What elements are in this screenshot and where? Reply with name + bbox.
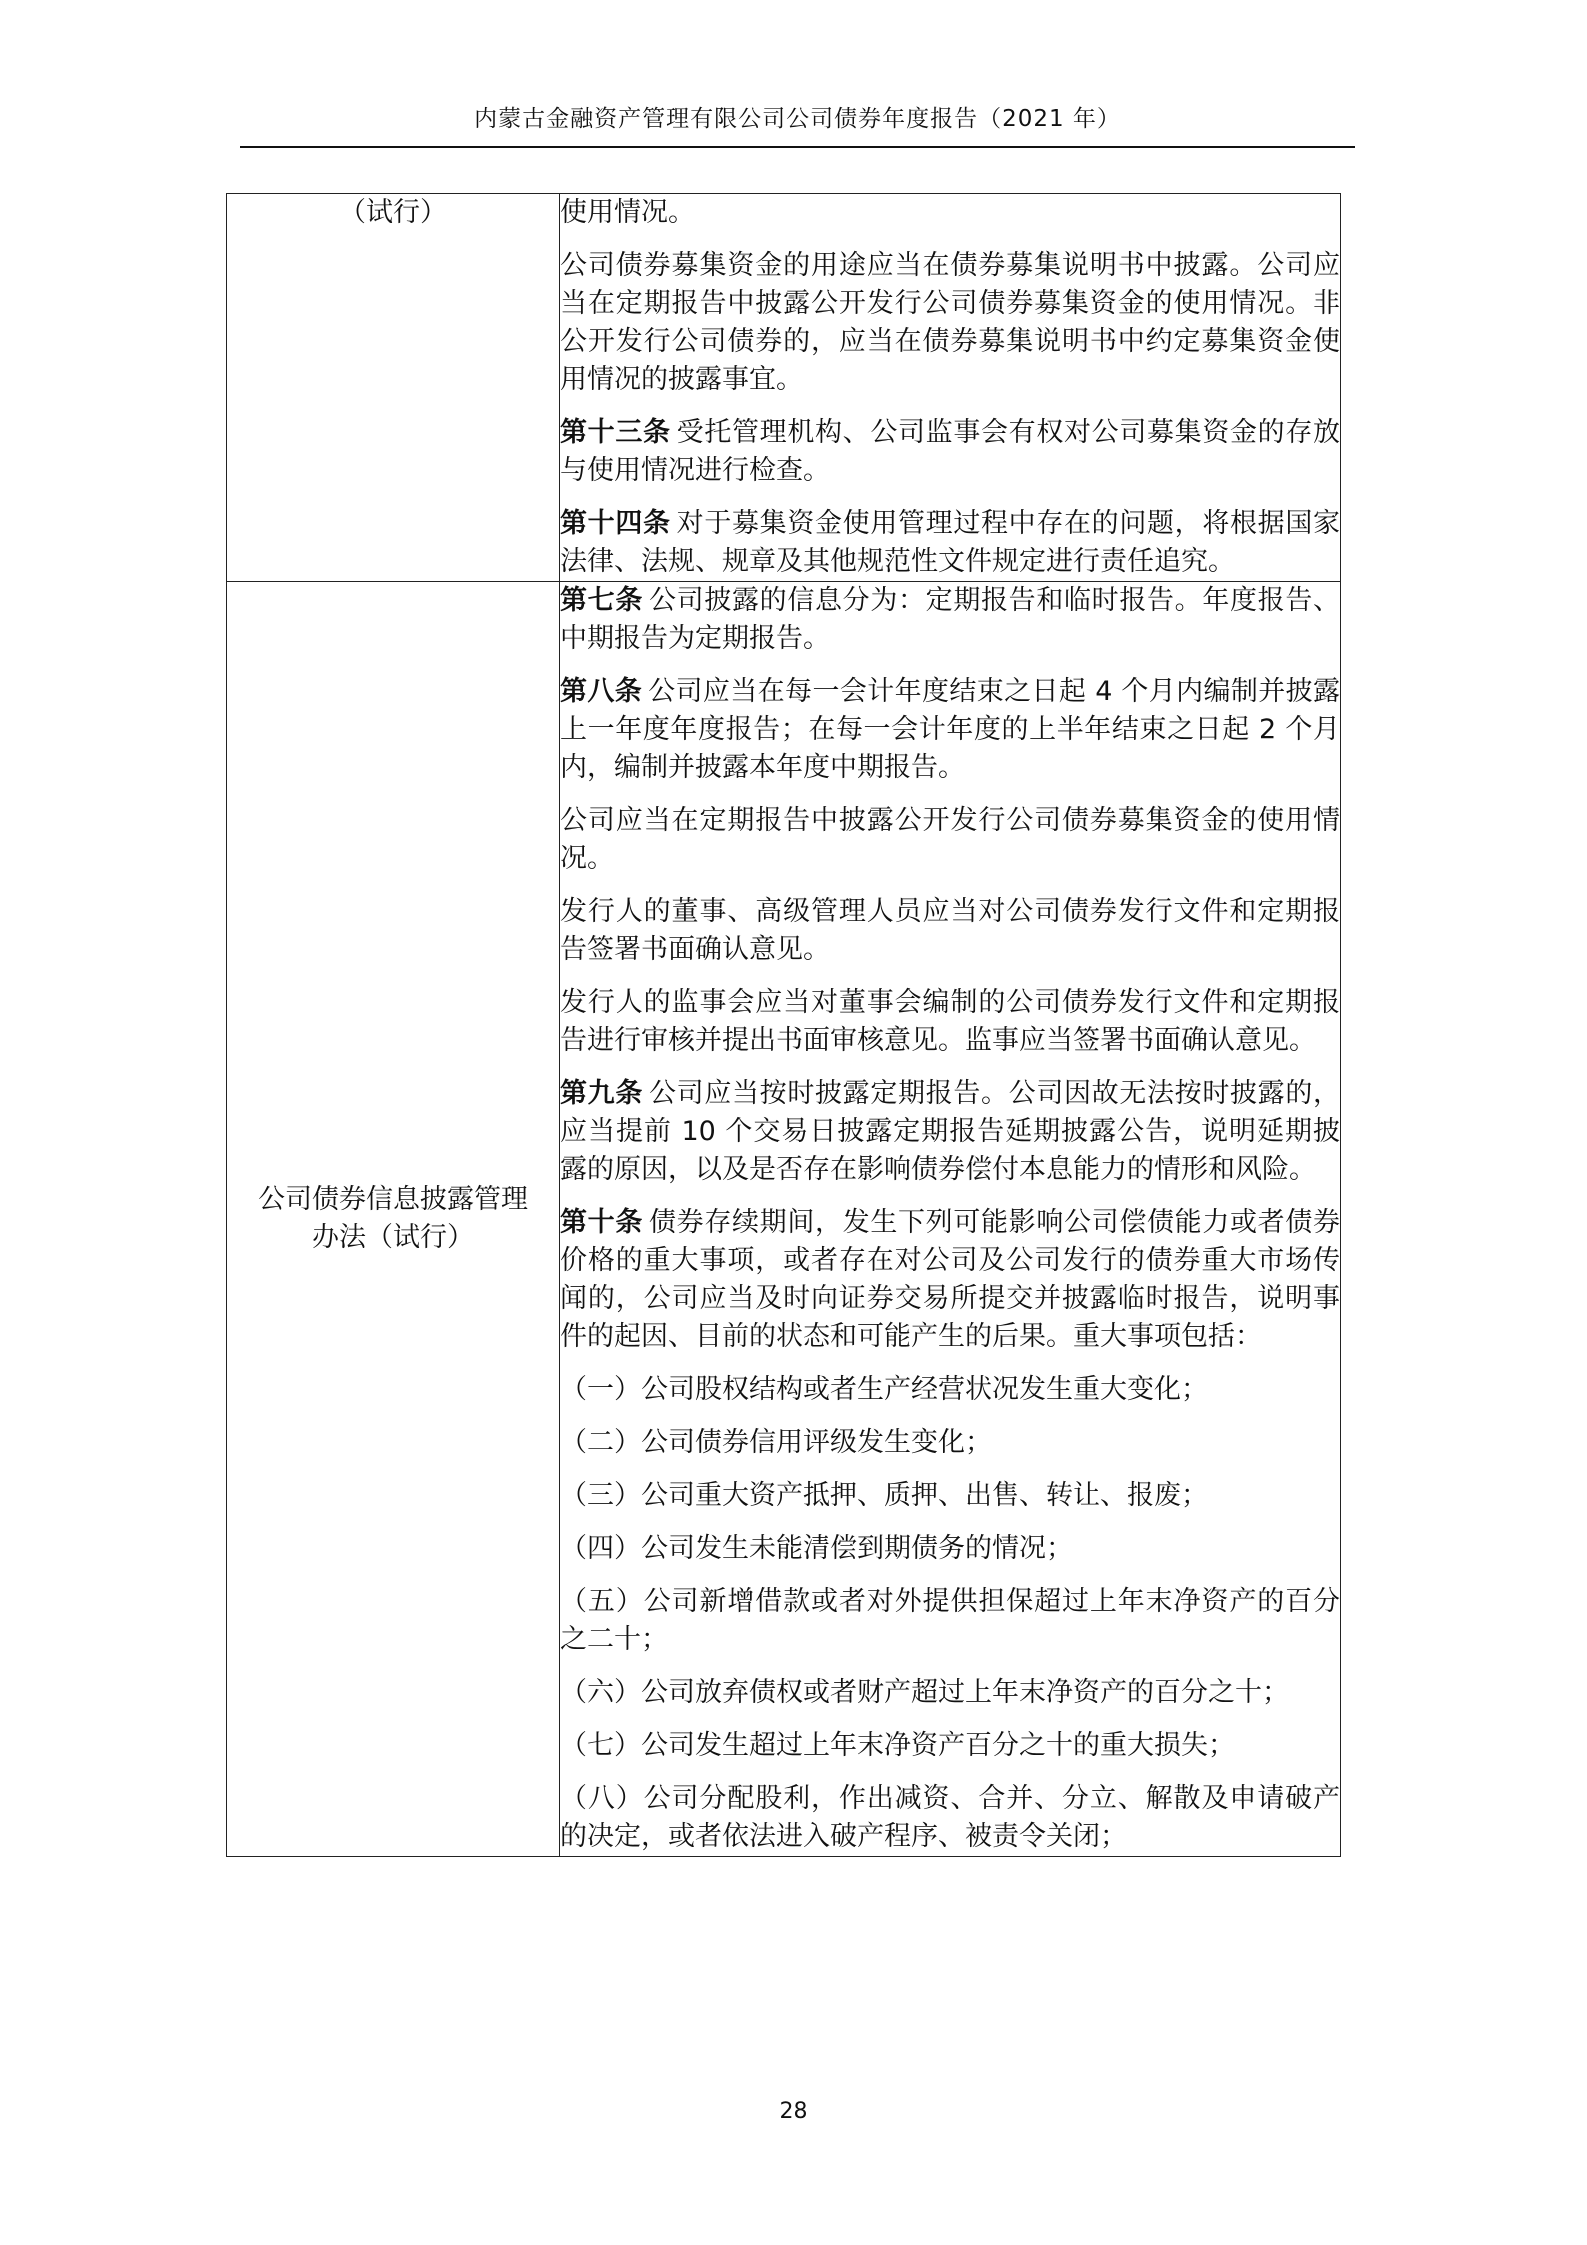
regulation-name: 公司债券信息披露管理办法（试行） [258, 1184, 528, 1253]
paragraph [560, 1674, 1340, 1712]
page-number: 28 [779, 2099, 808, 2124]
paragraph-text: 发行人的董事、高级管理人员应当对公司债券发行文件和定期报告签署书面确认意见。 [560, 896, 1340, 965]
paragraph-text: （六）公司放弃债权或者财产超过上年末净资产的百分之十； [560, 1677, 1289, 1708]
paragraph-text: 对于募集资金使用管理过程中存在的问题，将根据国家法律、法规、规章及其他规范性文件规定进行责任追究。 [560, 508, 1341, 577]
paragraph [560, 247, 1340, 399]
paragraph [560, 1530, 1340, 1568]
paragraph [560, 1583, 1340, 1659]
paragraph [560, 673, 1340, 787]
paragraph-text: 公司披露的信息分为：定期报告和临时报告。年度报告、中期报告为定期报告。 [560, 585, 1340, 654]
paragraph-text: 使用情况。 [560, 197, 695, 228]
paragraph [560, 1371, 1340, 1409]
paragraph-text: 公司债券募集资金的用途应当在债券募集说明书中披露。公司应当在定期报告中披露公开发行公司债券募集资金的使用情况。非公开发行公司债券的，应当在债券募集说明书中约定募集资金使用情况的披露事宜。 [560, 250, 1340, 395]
paragraph [560, 893, 1340, 969]
table-row-content-cell [560, 194, 1341, 582]
paragraph-text: 公司应当在每一会计年度结束之日起 4 个月内编制并披露上一年度年度报告；在每一会计年度的上半年结束之日起 2 个月内，编制并披露本年度中期报告。 [560, 676, 1341, 783]
paragraph-text: 公司应当在定期报告中披露公开发行公司债券募集资金的使用情况。 [560, 805, 1340, 874]
header-divider [240, 146, 1355, 148]
article-label: 第十条 [560, 1207, 643, 1238]
table-row-label-cell [227, 194, 560, 582]
table-row-content-cell [560, 582, 1341, 1857]
paragraph [560, 1424, 1340, 1462]
page-header-title: 内蒙古金融资产管理有限公司公司债券年度报告（2021 年） [474, 106, 1121, 132]
paragraph-text: （七）公司发生超过上年末净资产百分之十的重大损失； [560, 1730, 1235, 1761]
paragraph [560, 505, 1340, 581]
paragraph [560, 984, 1340, 1060]
regulation-name: （试行） [339, 197, 447, 228]
paragraph [560, 194, 1340, 232]
article-label: 第八条 [560, 676, 643, 707]
paragraph-text: 受托管理机构、公司监事会有权对公司募集资金的存放与使用情况进行检查。 [560, 417, 1341, 486]
paragraph [560, 414, 1340, 490]
paragraph [560, 1204, 1340, 1356]
table-row-label-cell [227, 582, 560, 1857]
paragraph [560, 1780, 1340, 1856]
table-row [227, 194, 1341, 582]
regulations-table [226, 193, 1341, 1857]
paragraph [560, 1075, 1340, 1189]
article-label: 第十三条 [560, 417, 671, 448]
paragraph-text: （三）公司重大资产抵押、质押、出售、转让、报废； [560, 1480, 1208, 1511]
paragraph-text: （五）公司新增借款或者对外提供担保超过上年末净资产的百分之二十； [560, 1586, 1340, 1655]
paragraph-text: （八）公司分配股利，作出减资、合并、分立、解散及申请破产的决定，或者依法进入破产程序、被责令关闭； [560, 1783, 1340, 1852]
paragraph-text: 发行人的监事会应当对董事会编制的公司债券发行文件和定期报告进行审核并提出书面审核意见。监事应当签署书面确认意见。 [560, 987, 1340, 1056]
article-label: 第七条 [560, 585, 643, 616]
paragraph [560, 802, 1340, 878]
article-label: 第十四条 [560, 508, 671, 539]
paragraph-text: （一）公司股权结构或者生产经营状况发生重大变化； [560, 1374, 1208, 1405]
paragraph [560, 1477, 1340, 1515]
paragraph-text: 公司应当按时披露定期报告。公司因故无法按时披露的，应当提前 10 个交易日披露定期报告延期披露公告，说明延期披露的原因，以及是否存在影响债券偿付本息能力的情形和风险。 [560, 1078, 1340, 1185]
article-label: 第九条 [560, 1078, 643, 1109]
paragraph-text: （二）公司债券信用评级发生变化； [560, 1427, 992, 1458]
paragraph-text: （四）公司发生未能清偿到期债务的情况； [560, 1533, 1073, 1564]
table-row [227, 582, 1341, 1857]
paragraph [560, 1727, 1340, 1765]
paragraph [560, 582, 1340, 658]
paragraph-text: 债券存续期间，发生下列可能影响公司偿债能力或者债券价格的重大事项，或者存在对公司及公司发行的债券重大市场传闻的，公司应当及时向证券交易所提交并披露临时报告，说明事件的起因、目前的状态和可能产生的后果。重大事项包括： [560, 1207, 1340, 1352]
